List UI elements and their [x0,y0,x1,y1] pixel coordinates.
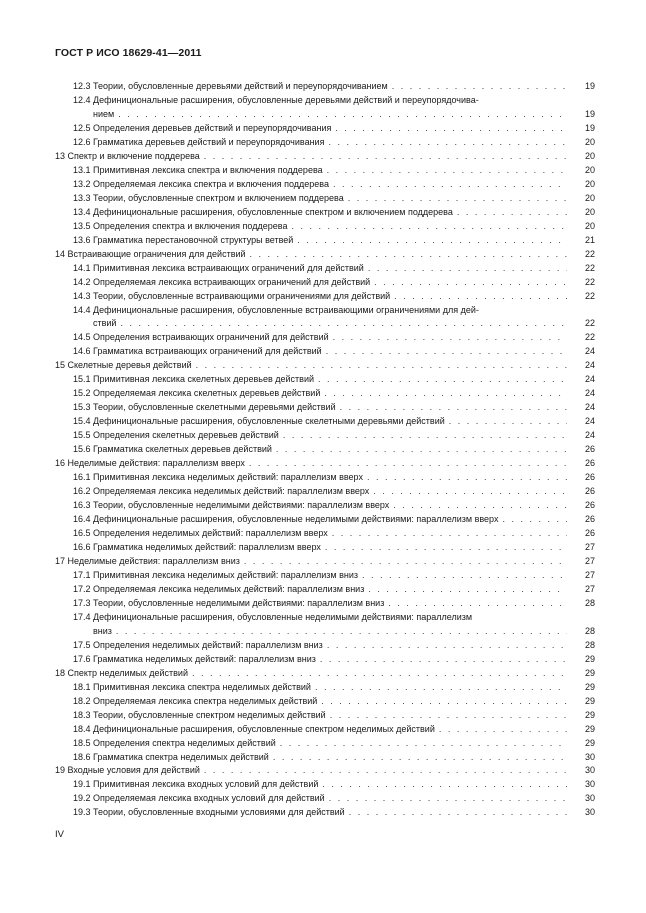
toc-dot-leader [331,122,567,136]
toc-entry-title: 12.4 Дефинициональные расширения, обусловленные деревьями действий и переупорядочива- [73,94,479,105]
toc-subsection-entry[interactable] [55,513,595,527]
toc-entry-title: 14.5 Определения встраивающих ограничений для действий [73,332,329,343]
toc-subsection-entry[interactable] [55,94,595,108]
toc-page-number: 22 [584,290,595,301]
toc-subsection-entry[interactable] [55,541,595,555]
toc-dot-leader [358,569,567,583]
toc-subsection-entry[interactable] [55,778,595,792]
toc-page-number: 30 [584,751,595,762]
toc-dot-leader [316,653,567,667]
toc-page-number: 27 [584,569,595,580]
toc-dot-leader [370,276,567,290]
toc-dot-leader [390,290,567,304]
toc-dot-leader [453,206,567,220]
toc-page-number: 20 [584,220,595,231]
toc-dot-leader [369,485,567,499]
toc-entry-title: 18.3 Теории, обусловленные спектром неделимых действий [73,709,326,720]
toc-page-number: 22 [584,276,595,287]
toc-entry-title: 14.3 Теории, обусловленные встраивающими ограничениями для действий [73,290,391,301]
toc-page-number: 29 [584,653,595,664]
toc-dot-leader [240,555,567,569]
toc-dot-leader [322,345,567,359]
toc-entry-title: 13 Спектр и включение поддерева [55,150,200,161]
toc-subsection-entry[interactable] [55,136,595,150]
toc-subsection-entry[interactable] [55,164,595,178]
toc-subsection-entry[interactable] [55,429,595,443]
toc-entry-title: 17.5 Определения неделимых действий: параллелизм вниз [73,639,323,650]
toc-entry-title: 18.1 Примитивная лексика спектра неделимых действий [73,681,311,692]
toc-subsection-entry[interactable] [55,471,595,485]
toc-entry-title: 16.2 Определяемая лексика неделимых действий: параллелизм вверх [73,486,370,497]
toc-entry-title: 15.3 Теории, обусловленные скелетными деревьями действий [73,402,336,413]
toc-dot-leader [200,764,567,778]
toc-dot-leader [192,359,567,373]
toc-entry-title: 12.3 Теории, обусловленные деревьями действий и переупорядочиванием [73,81,388,91]
toc-page-number: 26 [584,444,595,455]
toc-page-number: 22 [584,248,595,259]
toc-subsection-entry[interactable] [55,737,595,751]
toc-page-number: 26 [584,500,595,511]
toc-page-number: 24 [584,346,595,357]
toc-entry-title: 12.5 Определения деревьев действий и переупорядочивания [73,122,332,133]
toc-dot-leader [318,778,567,792]
toc-subsection-entry[interactable] [55,345,595,359]
toc-entry-title: 17.1 Примитивная лексика неделимых действий: параллелизм вниз [73,569,358,580]
page-number: IV [55,829,64,840]
toc-entry-title: ствий [93,318,117,329]
table-of-contents [55,80,595,820]
toc-dot-leader [279,429,567,443]
toc-page-number: 29 [584,681,595,692]
toc-entry-title: 19.3 Теории, обусловленные входными условиями для действий [73,807,345,818]
toc-dot-leader [329,178,567,192]
toc-subsection-entry[interactable] [55,192,595,206]
toc-page-number: 30 [584,807,595,818]
toc-page-number: 26 [584,458,595,469]
toc-entry-title: 15.2 Определяемая лексика скелетных деревьев действий [73,388,321,399]
toc-subsection-entry[interactable] [55,792,595,806]
document-header: ГОСТ Р ИСО 18629-41—2011 [55,47,202,59]
toc-page-number: 22 [584,262,595,273]
toc-dot-leader [311,681,567,695]
toc-dot-leader [114,108,567,122]
toc-dot-leader [325,792,567,806]
toc-section-entry[interactable] [55,150,595,164]
toc-entry-title: 18.6 Грамматика спектра неделимых действий [73,751,269,762]
toc-subsection-entry[interactable] [55,723,595,737]
toc-dot-leader [344,192,567,206]
toc-page-number: 26 [584,472,595,483]
toc-page-number: 29 [584,695,595,706]
toc-page-number: 24 [584,388,595,399]
toc-page-number: 29 [584,723,595,734]
toc-entry-title: 18 Спектр неделимых действий [55,667,188,678]
toc-page-number: 24 [584,402,595,413]
toc-dot-leader [435,723,567,737]
toc-dot-leader [323,639,567,653]
toc-entry-title: вниз [93,625,112,636]
toc-page-number: 22 [584,318,595,329]
toc-page-number: 24 [584,430,595,441]
toc-subsection-entry[interactable] [55,569,595,583]
toc-entry-title: 15 Скелетные деревья действий [55,360,192,371]
toc-entry-title: 13.5 Определения спектра и включения поддерева [73,220,288,231]
toc-subsection-entry[interactable] [55,527,595,541]
toc-page-number: 19 [584,108,595,119]
toc-page-number: 20 [584,150,595,161]
toc-subsection-entry[interactable] [55,625,595,639]
toc-entry-title: 16.5 Определения неделимых действий: параллелизм вверх [73,528,328,538]
toc-entry-title: 17 Неделимые действия: параллелизм вниз [55,555,240,566]
toc-dot-leader [112,625,567,639]
toc-entry-title: 16.1 Примитивная лексика неделимых действий: параллелизм вверх [73,472,363,483]
toc-dot-leader [269,751,567,765]
toc-subsection-entry[interactable] [55,751,595,765]
toc-subsection-entry[interactable] [55,290,595,304]
toc-subsection-entry[interactable] [55,597,595,611]
toc-dot-leader [364,583,567,597]
toc-page-number: 26 [584,514,595,525]
toc-entry-title: 18.2 Определяемая лексика спектра неделимых действий [73,695,318,706]
toc-section-entry[interactable] [55,764,595,778]
toc-entry-title: 19 Входные условия для действий [55,765,200,776]
toc-entry-title: 14.4 Дефинициональные расширения, обусловленные встраивающими ограничениями для дей- [73,304,479,315]
toc-subsection-entry[interactable] [55,387,595,401]
toc-section-entry[interactable] [55,359,595,373]
toc-dot-leader [245,457,567,471]
toc-entry-title: 12.6 Грамматика деревьев действий и переупорядочивания [73,136,325,147]
toc-entry-title: нием [93,108,115,119]
toc-subsection-entry[interactable] [55,681,595,695]
toc-page-number: 24 [584,416,595,427]
toc-entry-title: 16.3 Теории, обусловленные неделимыми действиями: параллелизм вверх [73,500,390,511]
toc-dot-leader [272,443,567,457]
toc-page-number: 26 [584,486,595,497]
toc-page-number: 19 [584,122,595,133]
toc-subsection-entry[interactable] [55,304,595,318]
toc-section-entry[interactable] [55,555,595,569]
toc-entry-title: 16.6 Грамматика неделимых действий: параллелизм вверх [73,541,321,552]
toc-section-entry[interactable] [55,457,595,471]
toc-dot-leader [324,136,567,150]
toc-entry-title: 19.2 Определяемая лексика входных условий для действий [73,793,325,804]
toc-page-number: 30 [584,765,595,776]
toc-subsection-entry[interactable] [55,806,595,820]
toc-entry-title: 14.2 Определяемая лексика встраивающих ограничений для действий [73,276,371,287]
toc-subsection-entry[interactable] [55,653,595,667]
toc-subsection-entry[interactable] [55,80,595,94]
toc-entry-title: 18.5 Определения спектра неделимых действий [73,737,276,748]
toc-entry-title: 14.6 Грамматика встраивающих ограничений для действий [73,346,322,357]
toc-section-entry[interactable] [55,667,595,681]
toc-dot-leader [498,513,567,527]
toc-dot-leader [445,415,567,429]
toc-page-number: 24 [584,374,595,385]
toc-subsection-entry[interactable] [55,401,595,415]
toc-dot-leader [326,709,567,723]
toc-dot-leader [314,373,567,387]
toc-dot-leader [363,471,567,485]
toc-subsection-entry[interactable] [55,583,595,597]
toc-page-number: 21 [584,234,595,245]
toc-dot-leader [329,331,567,345]
toc-page-number: 30 [584,779,595,790]
toc-dot-leader [321,541,567,555]
toc-dot-leader [188,667,567,681]
toc-dot-leader [336,401,567,415]
toc-entry-title: 19.1 Примитивная лексика входных условий для действий [73,779,319,790]
toc-dot-leader [317,695,567,709]
toc-subsection-entry[interactable] [55,317,595,331]
toc-entry-title: 14.1 Примитивная лексика встраивающих ограничений для действий [73,262,364,273]
toc-subsection-entry[interactable] [55,276,595,290]
toc-subsection-entry[interactable] [55,415,595,429]
toc-page-number: 22 [584,332,595,343]
toc-entry-title: 17.6 Грамматика неделимых действий: параллелизм вниз [73,653,316,664]
toc-dot-leader [389,499,567,513]
toc-entry-title: 13.3 Теории, обусловленные спектром и включением поддерева [73,192,344,203]
toc-page-number: 20 [584,178,595,189]
toc-subsection-entry[interactable] [55,220,595,234]
toc-entry-title: 14 Встраивающие ограничения для действий [55,248,246,259]
toc-subsection-entry[interactable] [55,639,595,653]
toc-entry-title: 15.5 Определения скелетных деревьев действий [73,430,279,441]
toc-dot-leader [276,737,567,751]
toc-page-number: 28 [584,625,595,636]
toc-page-number: 20 [584,164,595,175]
toc-entry-title: 13.4 Дефинициональные расширения, обусловленные спектром и включением поддерева [73,206,453,217]
toc-page-number: 27 [584,555,595,566]
toc-dot-leader [246,248,567,262]
toc-page-number: 20 [584,206,595,217]
toc-page-number: 28 [584,639,595,650]
toc-dot-leader [364,262,567,276]
toc-entry-title: 13.2 Определяемая лексика спектра и включения поддерева [73,178,329,189]
toc-dot-leader [320,387,567,401]
toc-page-number: 29 [584,709,595,720]
toc-section-entry[interactable] [55,248,595,262]
toc-dot-leader [388,80,567,94]
toc-subsection-entry[interactable] [55,262,595,276]
toc-dot-leader [384,597,567,611]
toc-page-number: 28 [584,597,595,608]
toc-subsection-entry[interactable] [55,443,595,457]
toc-page-number: 26 [584,528,595,538]
toc-entry-title: 16.4 Дефинициональные расширения, обусловленные неделимыми действиями: параллелизм вверх [73,514,499,525]
toc-dot-leader [328,527,567,541]
toc-subsection-entry[interactable] [55,178,595,192]
toc-entry-title: 18.4 Дефинициональные расширения, обусловленные спектром неделимых действий [73,723,435,734]
toc-subsection-entry[interactable] [55,485,595,499]
toc-entry-title: 13.1 Примитивная лексика спектра и включения поддерева [73,164,323,175]
toc-dot-leader [345,806,567,820]
toc-subsection-entry[interactable] [55,234,595,248]
toc-page-number: 19 [584,81,595,91]
toc-dot-leader [323,164,567,178]
toc-page-number: 20 [584,192,595,203]
toc-page-number: 27 [584,541,595,552]
toc-page-number: 27 [584,583,595,594]
toc-entry-title: 16 Неделимые действия: параллелизм вверх [55,458,245,469]
toc-subsection-entry[interactable] [55,709,595,723]
toc-subsection-entry[interactable] [55,122,595,136]
toc-entry-title: 15.6 Грамматика скелетных деревьев действий [73,444,272,455]
toc-subsection-entry[interactable] [55,373,595,387]
toc-dot-leader [293,234,567,248]
toc-subsection-entry[interactable] [55,611,595,625]
toc-entry-title: 17.2 Определяемая лексика неделимых действий: параллелизм вниз [73,583,365,594]
toc-page-number: 29 [584,667,595,678]
toc-dot-leader [200,150,567,164]
toc-page-number: 29 [584,737,595,748]
toc-subsection-entry[interactable] [55,206,595,220]
toc-entry-title: 15.1 Примитивная лексика скелетных деревьев действий [73,374,315,385]
toc-subsection-entry[interactable] [55,499,595,513]
toc-subsection-entry[interactable] [55,331,595,345]
toc-subsection-entry[interactable] [55,695,595,709]
toc-dot-leader [287,220,567,234]
toc-subsection-entry[interactable] [55,108,595,122]
toc-entry-title: 13.6 Грамматика перестановочной структуры ветвей [73,234,294,245]
toc-page-number: 20 [584,136,595,147]
toc-page-number: 30 [584,793,595,804]
toc-entry-title: 17.3 Теории, обусловленные неделимыми действиями: параллелизм вниз [73,597,385,608]
toc-dot-leader [116,317,567,331]
toc-entry-title: 15.4 Дефинициональные расширения, обусловленные скелетными деревьями действий [73,416,445,427]
toc-entry-title: 17.4 Дефинициональные расширения, обусловленные неделимыми действиями: параллелизм [73,611,473,622]
toc-page-number: 24 [584,360,595,371]
